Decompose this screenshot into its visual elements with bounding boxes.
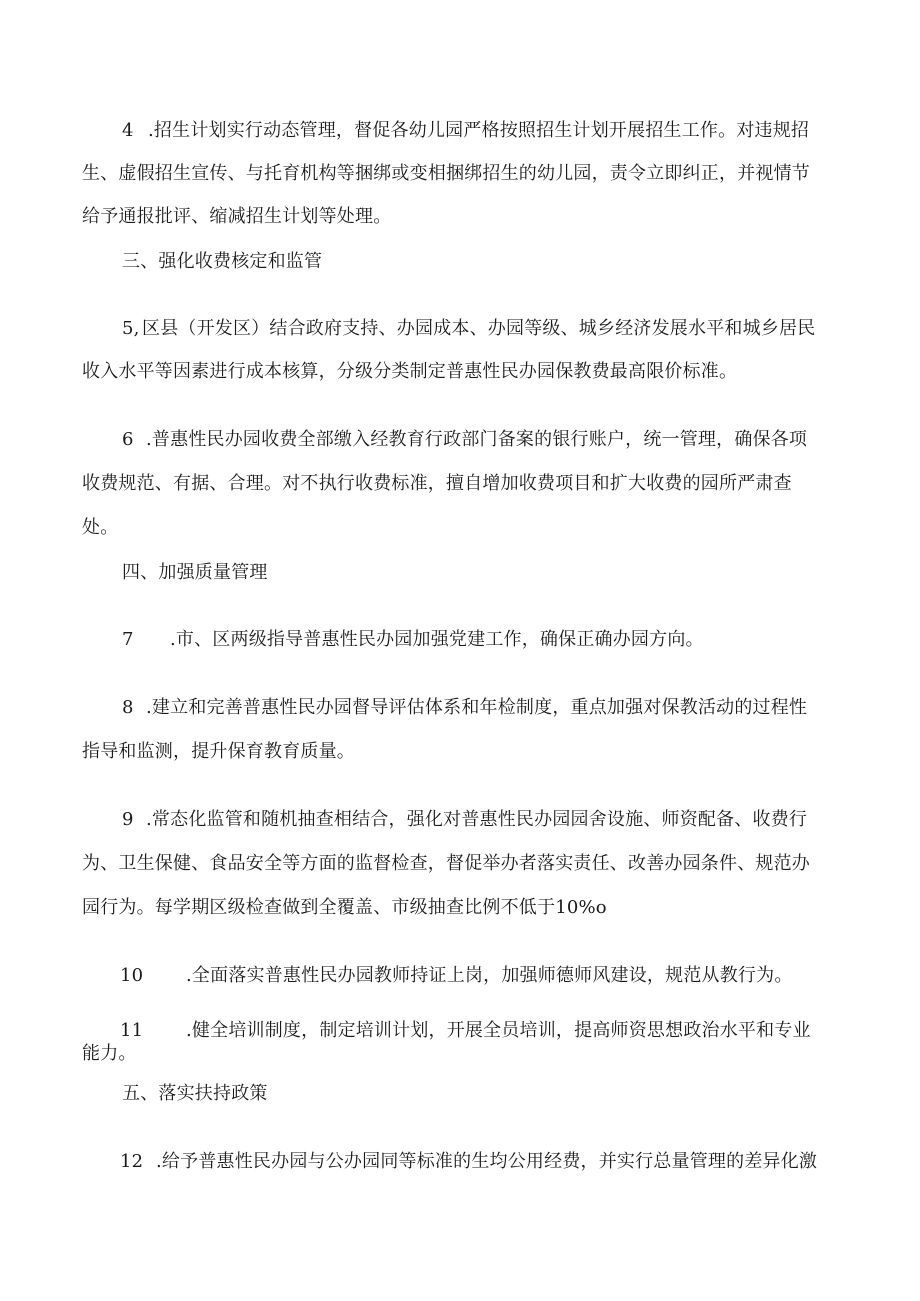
item-11-text-1: .健全培训制度，制定培训计划，开展全员培训，提高师资思想政治水平和专业 [186,1020,811,1041]
item-12-number: 12 [120,1151,144,1172]
item-4-line-1 [122,119,809,143]
item-5-line-2: 收入水平等因素进行成本核算，分级分类制定普惠性民办园保教费最高限价标准。 [82,361,738,382]
item-6-text-1: .普惠性民办园收费全部缴入经教育行政部门备案的银行账户，统一管理，确保各项 [146,429,808,450]
item-7-line-1 [122,628,704,652]
item-6-line-2: 收费规范、有据、合理。对不执行收费标准，擅自增加收费项目和扩大收费的园所严肃查 [82,473,792,494]
item-9-line-1 [122,808,807,832]
item-11-line-2: 能力。 [82,1043,137,1064]
item-4-line-3: 给予通报批评、缩减招生计划等处理。 [82,206,392,227]
item-7-number: 7 [122,629,134,650]
item-8-line-1 [122,696,807,720]
item-10-text-1: .全面落实普惠性民办园教师持证上岗，加强师德师风建设，规范从教行为。 [186,965,793,986]
item-9-line-2: 为、卫生保健、食品安全等方面的监督检查，督促举办者落实责任、改善办园条件、规范办 [82,853,810,874]
item-5-number: 5, [122,318,140,339]
item-11-line-1 [120,1019,811,1043]
item-12-text-1: .给予普惠性民办园与公办园同等标准的生均公用经费，并实行总量管理的差异化激 [156,1151,818,1172]
item-8-text-1: .建立和完善普惠性民办园督导评估体系和年检制度，重点加强对保教活动的过程性 [146,697,808,718]
item-4-text-1: .招生计划实行动态管理，督促各幼儿园严格按照招生计划开展招生工作。对违规招 [148,120,810,141]
item-11-number: 11 [120,1020,144,1041]
section-heading-4: 四、加强质量管理 [122,562,268,583]
item-4-line-2: 生、虚假招生宣传、与托育机构等捆绑或变相捆绑招生的幼儿园，责令立即纠正，并视情节 [82,163,810,184]
item-6-number: 6 [122,429,134,450]
item-5-text-1: 区县（开发区）结合政府支持、办园成本、办园等级、城乡经济发展水平和城乡居民 [142,318,816,339]
item-8-number: 8 [122,697,134,718]
item-8-line-2: 指导和监测，提升保育教育质量。 [82,741,355,762]
item-4-number: 4 [122,120,134,141]
item-7-text-1: .市、区两级指导普惠性民办园加强党建工作，确保正确办园方向。 [170,629,704,650]
item-9-line-3: 园行为。每学期区级检查做到全覆盖、市级抽查比例不低于10%o [82,897,607,918]
section-heading-3: 三、强化收费核定和监管 [122,251,323,272]
item-10-line-1 [120,964,793,988]
item-9-text-1: .常态化监管和随机抽查相结合，强化对普惠性民办园园舍设施、师资配备、收费行 [146,809,808,830]
section-heading-5: 五、落实扶持政策 [122,1083,268,1104]
item-12-line-1 [120,1150,817,1174]
item-6-line-1 [122,428,807,452]
item-9-number: 9 [122,809,134,830]
item-5-line-1 [122,317,815,341]
item-10-number: 10 [120,965,144,986]
item-6-line-3: 处。 [82,517,119,538]
